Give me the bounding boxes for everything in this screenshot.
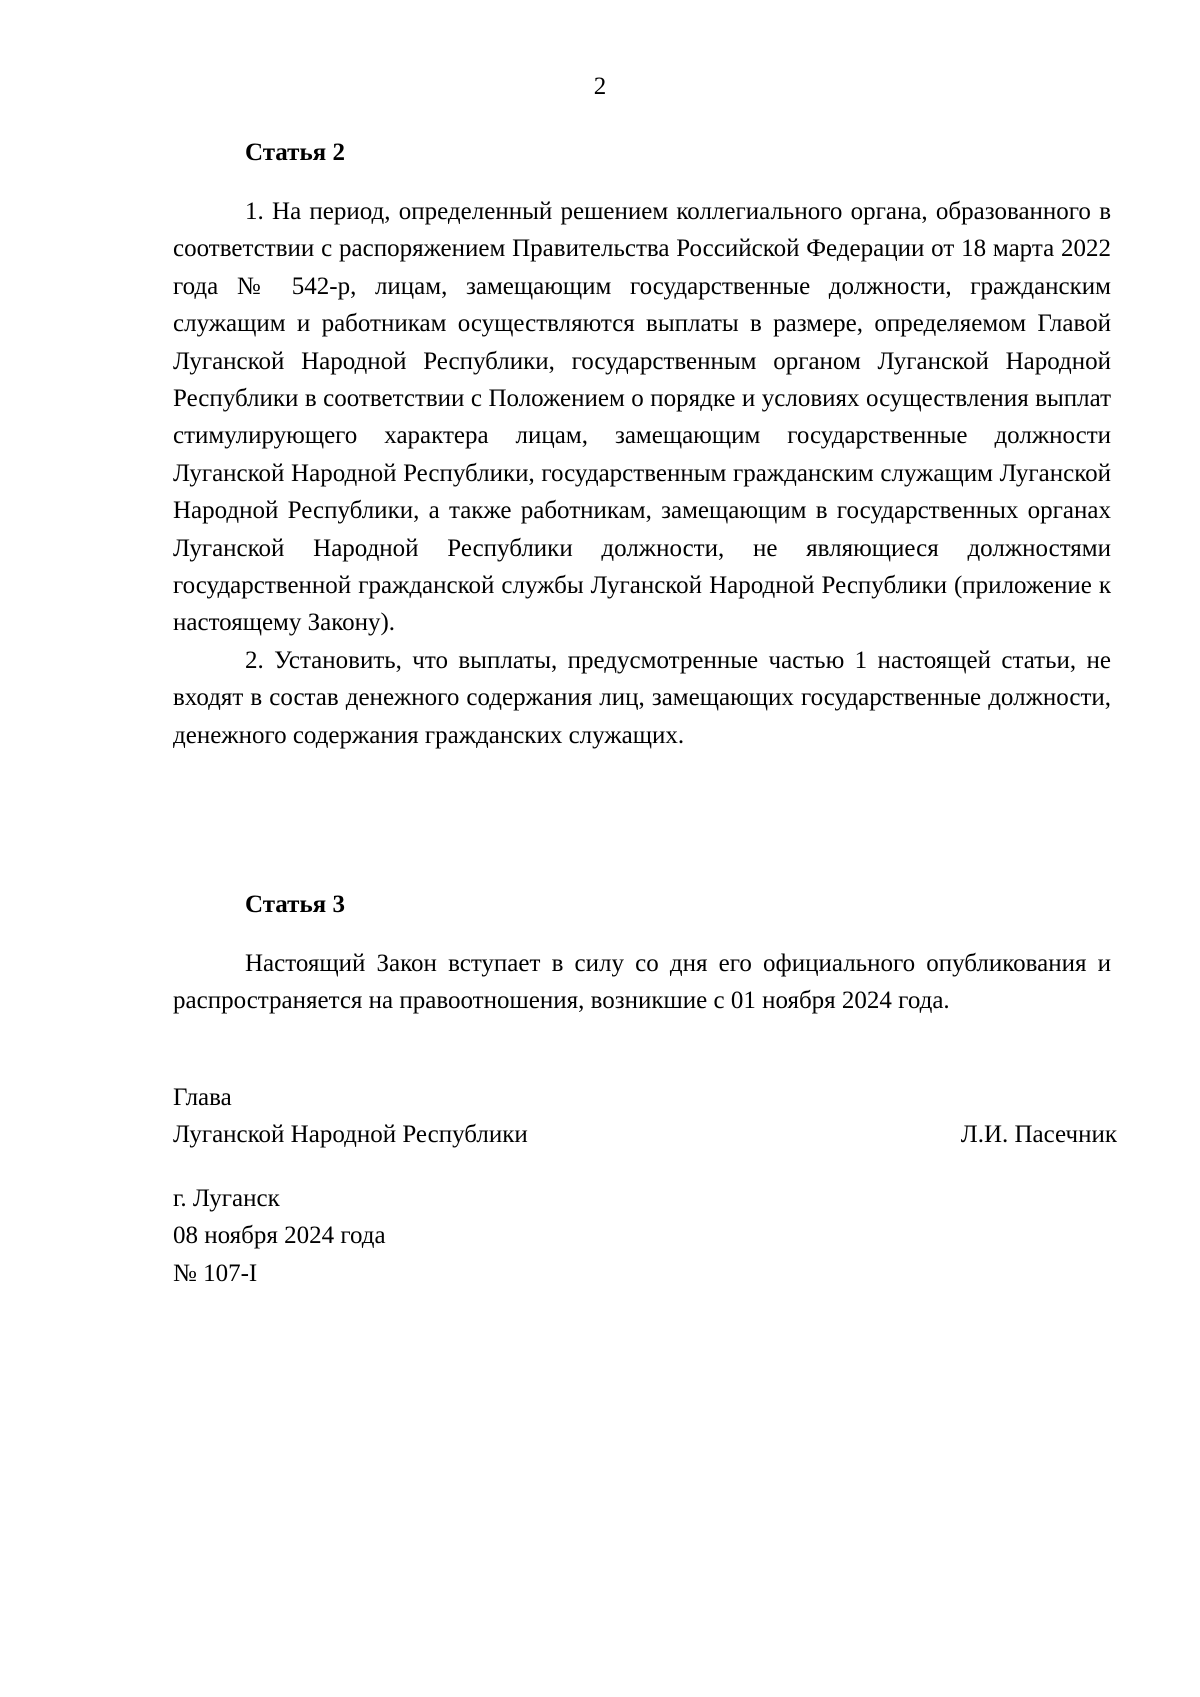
article-3-paragraph-1: Настоящий Закон вступает в силу со дня его официального опубликования и распространяется на правоотношения, возникшие с 01 ноября 2024 года.: [173, 950, 1111, 1015]
article-2-section: [173, 134, 1111, 754]
page-number: 2: [593, 73, 607, 100]
article-3-title: Статья 3: [245, 891, 345, 918]
place-date-number-block: [173, 1180, 386, 1292]
signer-position-line-2: Луганской Народной Республики: [173, 1121, 528, 1149]
signature-block: [173, 1079, 1117, 1154]
signer-name: Л.И. Пасечник: [960, 1121, 1117, 1149]
place: г. Луганск: [173, 1185, 280, 1212]
article-2-title: Статья 2: [245, 139, 345, 166]
signer-position-line-1: Глава: [173, 1084, 232, 1111]
article-2-paragraph-2: 2. Установить, что выплаты, предусмотренные частью 1 настоящей статьи, не входят в состав денежного содержания лиц, замещающих государственные должности, денежного содержания гражданских служащих.: [173, 646, 1111, 749]
signature-row: [173, 1116, 1117, 1153]
article-2-paragraph-1: 1. На период, определенный решением коллегиального органа, образованного в соответствии с распоряжением Правительства Российской Федерации от 18 марта 2022 года № 542-р, лицам, замещающим государственные должности, гражданским служащим и работникам осуществляются выплаты в размере, определяемом Главой Луганской Народной Республики, государственным органом Луганской Народной Республики в соответствии с Положением о порядке и условиях осуществления выплат стимулирующего характера лицам, замещающим государственные должности Луганской Народной Республики, государственным гражданским служащим Луганской Народной Республики, а также работникам, замещающим в государственных органах Луганской Народной Республики должности, не являющиеся должностями государственной гражданской службы Луганской Народной Республики (приложение к настоящему Закону).: [173, 198, 1111, 637]
law-number: № 107-I: [173, 1259, 258, 1287]
date: 08 ноября 2024 года: [173, 1222, 386, 1250]
article-3-section: [173, 886, 1111, 1020]
